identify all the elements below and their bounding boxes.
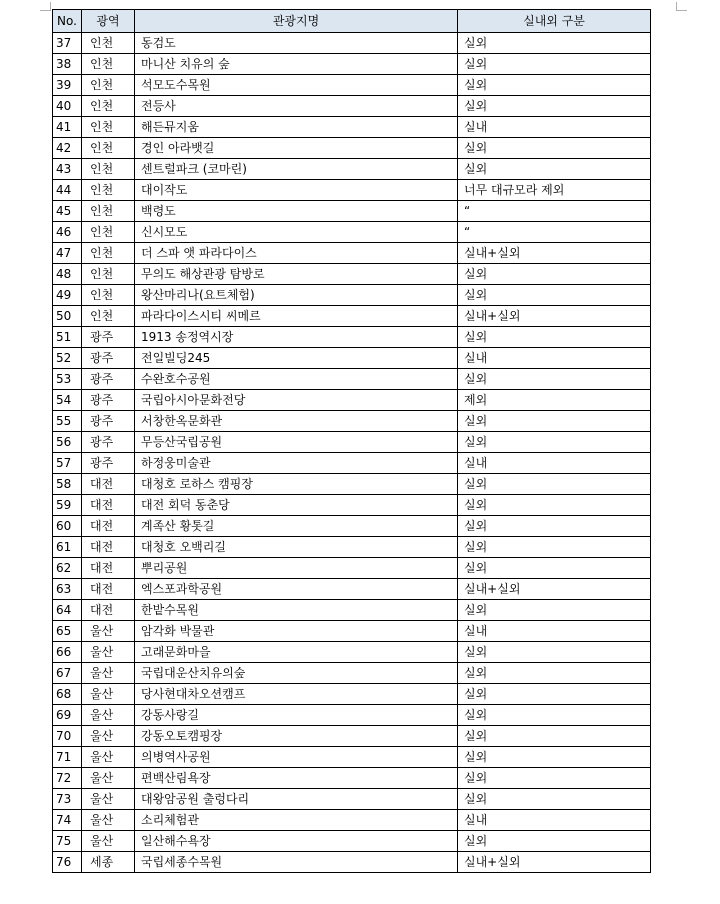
row-no: 49 bbox=[53, 285, 82, 306]
row-no: 65 bbox=[53, 621, 82, 642]
row-no: 64 bbox=[53, 600, 82, 621]
row-region: 광주 bbox=[82, 432, 135, 453]
row-indoor-outdoor: 실외 bbox=[458, 789, 651, 810]
table-row bbox=[53, 96, 651, 117]
row-indoor-outdoor: 실외 bbox=[458, 369, 651, 390]
row-indoor-outdoor: 실외 bbox=[458, 138, 651, 159]
table-row bbox=[53, 159, 651, 180]
row-no: 46 bbox=[53, 222, 82, 243]
row-indoor-outdoor: 실내 bbox=[458, 621, 651, 642]
table-row bbox=[53, 495, 651, 516]
row-region: 인천 bbox=[82, 285, 135, 306]
row-no: 60 bbox=[53, 516, 82, 537]
row-site-name: 대이작도 bbox=[135, 180, 458, 201]
row-site-name: 하정웅미술관 bbox=[135, 453, 458, 474]
table-row bbox=[53, 327, 651, 348]
row-no: 68 bbox=[53, 684, 82, 705]
row-no: 41 bbox=[53, 117, 82, 138]
row-region: 울산 bbox=[82, 831, 135, 852]
table-row bbox=[53, 789, 651, 810]
row-site-name: 파라다이스시티 씨메르 bbox=[135, 306, 458, 327]
row-region: 인천 bbox=[82, 264, 135, 285]
row-site-name: 수완호수공원 bbox=[135, 369, 458, 390]
row-indoor-outdoor: 실외 bbox=[458, 831, 651, 852]
row-indoor-outdoor: 실내+실외 bbox=[458, 579, 651, 600]
row-region: 인천 bbox=[82, 33, 135, 54]
row-region: 세종 bbox=[82, 852, 135, 873]
row-site-name: 국립아시아문화전당 bbox=[135, 390, 458, 411]
table-row bbox=[53, 642, 651, 663]
row-indoor-outdoor: 실외 bbox=[458, 537, 651, 558]
row-site-name: 국립대운산치유의숲 bbox=[135, 663, 458, 684]
row-no: 54 bbox=[53, 390, 82, 411]
row-no: 37 bbox=[53, 33, 82, 54]
row-site-name: 대청호 오백리길 bbox=[135, 537, 458, 558]
table-row bbox=[53, 243, 651, 264]
row-no: 52 bbox=[53, 348, 82, 369]
row-no: 38 bbox=[53, 54, 82, 75]
row-site-name: 대전 회덕 동춘당 bbox=[135, 495, 458, 516]
row-region: 인천 bbox=[82, 75, 135, 96]
row-no: 50 bbox=[53, 306, 82, 327]
row-site-name: 국립세종수목원 bbox=[135, 852, 458, 873]
row-region: 울산 bbox=[82, 789, 135, 810]
row-region: 인천 bbox=[82, 159, 135, 180]
row-region: 광주 bbox=[82, 390, 135, 411]
row-indoor-outdoor: 실내 bbox=[458, 810, 651, 831]
row-site-name: 전일빌딩245 bbox=[135, 348, 458, 369]
row-no: 57 bbox=[53, 453, 82, 474]
row-no: 69 bbox=[53, 705, 82, 726]
row-no: 59 bbox=[53, 495, 82, 516]
row-indoor-outdoor: 실외 bbox=[458, 327, 651, 348]
row-indoor-outdoor: 실외 bbox=[458, 96, 651, 117]
row-indoor-outdoor: 실외 bbox=[458, 642, 651, 663]
row-site-name: 대청호 로하스 캠핑장 bbox=[135, 474, 458, 495]
row-region: 인천 bbox=[82, 306, 135, 327]
table-row bbox=[53, 579, 651, 600]
table-row bbox=[53, 453, 651, 474]
row-site-name: 의병역사공원 bbox=[135, 747, 458, 768]
row-indoor-outdoor: 실외 bbox=[458, 411, 651, 432]
row-site-name: 일산해수욕장 bbox=[135, 831, 458, 852]
row-site-name: 편백산림욕장 bbox=[135, 768, 458, 789]
table-row bbox=[53, 411, 651, 432]
row-no: 45 bbox=[53, 201, 82, 222]
table-row bbox=[53, 222, 651, 243]
row-no: 39 bbox=[53, 75, 82, 96]
row-indoor-outdoor: “ bbox=[458, 222, 651, 243]
row-no: 71 bbox=[53, 747, 82, 768]
table-row bbox=[53, 600, 651, 621]
row-site-name: 대왕암공원 출렁다리 bbox=[135, 789, 458, 810]
row-indoor-outdoor: 실외 bbox=[458, 768, 651, 789]
header-indoor-outdoor: 실내외 구분 bbox=[458, 10, 651, 33]
table-row bbox=[53, 264, 651, 285]
row-indoor-outdoor: 실외 bbox=[458, 432, 651, 453]
row-no: 47 bbox=[53, 243, 82, 264]
header-no: No. bbox=[53, 10, 82, 33]
row-no: 44 bbox=[53, 180, 82, 201]
row-site-name: 무등산국립공원 bbox=[135, 432, 458, 453]
row-region: 울산 bbox=[82, 663, 135, 684]
row-region: 광주 bbox=[82, 327, 135, 348]
row-region: 광주 bbox=[82, 411, 135, 432]
row-indoor-outdoor: 너무 대규모라 제외 bbox=[458, 180, 651, 201]
row-region: 인천 bbox=[82, 117, 135, 138]
row-region: 인천 bbox=[82, 54, 135, 75]
table-row bbox=[53, 537, 651, 558]
row-indoor-outdoor: 실외 bbox=[458, 747, 651, 768]
row-no: 53 bbox=[53, 369, 82, 390]
table-row bbox=[53, 285, 651, 306]
row-region: 광주 bbox=[82, 453, 135, 474]
header-region: 광역 bbox=[82, 10, 135, 33]
row-site-name: 한밭수목원 bbox=[135, 600, 458, 621]
table-row bbox=[53, 726, 651, 747]
row-site-name: 강동사랑길 bbox=[135, 705, 458, 726]
table-row bbox=[53, 33, 651, 54]
table-row bbox=[53, 348, 651, 369]
row-site-name: 계족산 황톳길 bbox=[135, 516, 458, 537]
row-site-name: 고래문화마을 bbox=[135, 642, 458, 663]
row-region: 울산 bbox=[82, 705, 135, 726]
row-no: 43 bbox=[53, 159, 82, 180]
row-indoor-outdoor: 실외 bbox=[458, 75, 651, 96]
row-no: 42 bbox=[53, 138, 82, 159]
row-indoor-outdoor: 실외 bbox=[458, 54, 651, 75]
row-region: 대전 bbox=[82, 495, 135, 516]
row-no: 40 bbox=[53, 96, 82, 117]
row-no: 56 bbox=[53, 432, 82, 453]
row-no: 73 bbox=[53, 789, 82, 810]
table-row bbox=[53, 768, 651, 789]
row-site-name: 석모도수목원 bbox=[135, 75, 458, 96]
row-no: 70 bbox=[53, 726, 82, 747]
table-row bbox=[53, 369, 651, 390]
row-region: 광주 bbox=[82, 369, 135, 390]
row-region: 울산 bbox=[82, 747, 135, 768]
row-indoor-outdoor: 실외 bbox=[458, 474, 651, 495]
table-row bbox=[53, 180, 651, 201]
row-site-name: 엑스포과학공원 bbox=[135, 579, 458, 600]
row-region: 대전 bbox=[82, 516, 135, 537]
table-row bbox=[53, 138, 651, 159]
row-region: 울산 bbox=[82, 642, 135, 663]
row-site-name: 전등사 bbox=[135, 96, 458, 117]
row-region: 울산 bbox=[82, 726, 135, 747]
row-indoor-outdoor: 실외 bbox=[458, 726, 651, 747]
row-site-name: 당사현대차오션캠프 bbox=[135, 684, 458, 705]
row-site-name: 마니산 치유의 숲 bbox=[135, 54, 458, 75]
table-row bbox=[53, 747, 651, 768]
row-site-name: 암각화 박물관 bbox=[135, 621, 458, 642]
row-indoor-outdoor: 실외 bbox=[458, 264, 651, 285]
row-site-name: 센트럴파크 (코마린) bbox=[135, 159, 458, 180]
table-row bbox=[53, 621, 651, 642]
row-indoor-outdoor: 실내 bbox=[458, 117, 651, 138]
table-row bbox=[53, 831, 651, 852]
page-corner-mark-left bbox=[40, 2, 51, 11]
row-indoor-outdoor: “ bbox=[458, 201, 651, 222]
row-site-name: 강동오토캠핑장 bbox=[135, 726, 458, 747]
row-region: 대전 bbox=[82, 558, 135, 579]
table-row bbox=[53, 474, 651, 495]
row-site-name: 경인 아라뱃길 bbox=[135, 138, 458, 159]
row-no: 48 bbox=[53, 264, 82, 285]
row-region: 대전 bbox=[82, 537, 135, 558]
row-no: 63 bbox=[53, 579, 82, 600]
row-indoor-outdoor: 실내+실외 bbox=[458, 852, 651, 873]
table-row bbox=[53, 201, 651, 222]
row-site-name: 더 스파 앳 파라다이스 bbox=[135, 243, 458, 264]
row-region: 광주 bbox=[82, 348, 135, 369]
row-no: 67 bbox=[53, 663, 82, 684]
row-indoor-outdoor: 제외 bbox=[458, 390, 651, 411]
table-row bbox=[53, 75, 651, 96]
table-row bbox=[53, 684, 651, 705]
row-indoor-outdoor: 실외 bbox=[458, 285, 651, 306]
row-region: 울산 bbox=[82, 621, 135, 642]
row-indoor-outdoor: 실외 bbox=[458, 663, 651, 684]
header-site-name: 관광지명 bbox=[135, 10, 458, 33]
row-region: 울산 bbox=[82, 684, 135, 705]
table-row bbox=[53, 117, 651, 138]
row-region: 대전 bbox=[82, 579, 135, 600]
row-region: 울산 bbox=[82, 768, 135, 789]
row-region: 인천 bbox=[82, 222, 135, 243]
table-row bbox=[53, 558, 651, 579]
table-row bbox=[53, 390, 651, 411]
row-no: 55 bbox=[53, 411, 82, 432]
row-no: 62 bbox=[53, 558, 82, 579]
row-region: 인천 bbox=[82, 201, 135, 222]
row-site-name: 동검도 bbox=[135, 33, 458, 54]
table-row bbox=[53, 705, 651, 726]
row-no: 66 bbox=[53, 642, 82, 663]
row-site-name: 뿌리공원 bbox=[135, 558, 458, 579]
table-row bbox=[53, 810, 651, 831]
row-no: 75 bbox=[53, 831, 82, 852]
row-indoor-outdoor: 실외 bbox=[458, 159, 651, 180]
row-indoor-outdoor: 실외 bbox=[458, 516, 651, 537]
row-indoor-outdoor: 실외 bbox=[458, 705, 651, 726]
row-no: 58 bbox=[53, 474, 82, 495]
row-indoor-outdoor: 실외 bbox=[458, 495, 651, 516]
row-indoor-outdoor: 실외 bbox=[458, 558, 651, 579]
row-indoor-outdoor: 실외 bbox=[458, 684, 651, 705]
row-region: 대전 bbox=[82, 600, 135, 621]
table-row bbox=[53, 432, 651, 453]
row-no: 72 bbox=[53, 768, 82, 789]
row-site-name: 1913 송정역시장 bbox=[135, 327, 458, 348]
row-site-name: 무의도 해상관광 탐방로 bbox=[135, 264, 458, 285]
row-site-name: 소리체험관 bbox=[135, 810, 458, 831]
row-no: 51 bbox=[53, 327, 82, 348]
row-site-name: 왕산마리나(요트체험) bbox=[135, 285, 458, 306]
row-site-name: 서창한옥문화관 bbox=[135, 411, 458, 432]
row-no: 74 bbox=[53, 810, 82, 831]
row-indoor-outdoor: 실내+실외 bbox=[458, 243, 651, 264]
row-indoor-outdoor: 실내 bbox=[458, 453, 651, 474]
row-indoor-outdoor: 실외 bbox=[458, 33, 651, 54]
row-site-name: 해든뮤지움 bbox=[135, 117, 458, 138]
row-site-name: 신시모도 bbox=[135, 222, 458, 243]
row-region: 인천 bbox=[82, 180, 135, 201]
page-corner-mark-right bbox=[676, 2, 687, 11]
row-indoor-outdoor: 실내 bbox=[458, 348, 651, 369]
row-no: 76 bbox=[53, 852, 82, 873]
row-no: 61 bbox=[53, 537, 82, 558]
table-row bbox=[53, 54, 651, 75]
row-region: 울산 bbox=[82, 810, 135, 831]
table-row bbox=[53, 516, 651, 537]
row-region: 인천 bbox=[82, 243, 135, 264]
table-row bbox=[53, 852, 651, 873]
row-region: 대전 bbox=[82, 474, 135, 495]
row-indoor-outdoor: 실외 bbox=[458, 600, 651, 621]
table-row bbox=[53, 306, 651, 327]
row-indoor-outdoor: 실내+실외 bbox=[458, 306, 651, 327]
row-site-name: 백령도 bbox=[135, 201, 458, 222]
row-region: 인천 bbox=[82, 138, 135, 159]
row-region: 인천 bbox=[82, 96, 135, 117]
tourist-site-table bbox=[52, 9, 651, 873]
table-row bbox=[53, 663, 651, 684]
table-header-row bbox=[53, 10, 651, 33]
